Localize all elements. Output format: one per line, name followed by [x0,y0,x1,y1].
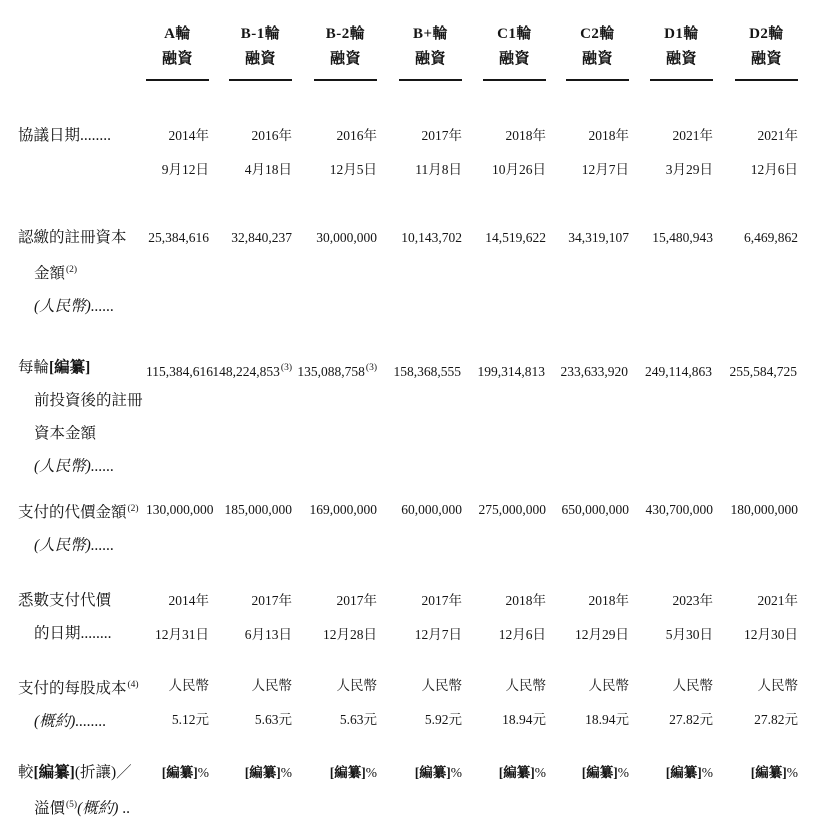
table-cell: 6,469,862 [744,230,798,245]
cell-line: 12月6日 [498,627,546,642]
column-header-c1-round [462,12,546,81]
table-cell: 60,000,000 [401,502,462,517]
cell-line: 12月29日 [575,627,629,642]
column-header-line2: 融資 [750,51,782,67]
row-label-line: (概約)........ [34,713,107,730]
row-label [18,483,146,562]
table-cell [377,652,462,738]
row-label-line: 較[編纂](折讓)／ [18,764,132,781]
redacted-tag: [編纂] [33,764,75,781]
row-label [18,738,146,825]
cell-line: 人民幣 [757,678,798,693]
table-cell [546,562,629,652]
column-header-d2-round [713,12,798,81]
cell-line: 2021年 [757,128,798,143]
cell-line: 人民幣 [505,678,546,693]
header-empty-cell [18,12,146,81]
column-header-line2: 融資 [414,51,446,67]
table-cell [209,562,292,652]
column-header-line2: 融資 [161,51,193,67]
redacted-tag: [編纂] [49,359,91,376]
table-cell [629,81,713,187]
column-header-line1: A輪 [164,26,191,42]
table-cell: [編纂]% [244,765,292,780]
row-label-line: 每輪[編纂] [18,359,91,376]
cell-line: 2014年 [168,128,209,143]
table-cell: 249,114,863 [645,364,712,379]
table-cell: 650,000,000 [561,502,629,517]
footnote-marker: (2) [66,265,78,275]
table-cell [377,562,462,652]
row-post-investment-registered-capital [18,323,798,483]
table-cell [462,652,546,738]
table-cell: [編纂]% [414,765,462,780]
table-cell: 185,000,000 [224,502,292,517]
table-cell: 430,700,000 [645,502,713,517]
cell-line: 人民幣 [251,678,292,693]
row-label-line: 悉數支付代價 [18,592,112,609]
cell-line: 27.82元 [669,712,713,727]
table-cell: 180,000,000 [730,502,798,517]
cell-line: 2017年 [251,593,292,608]
redacted-tag: [編纂] [750,765,787,780]
cell-line: 12月7日 [581,162,629,177]
row-label-line: 資本金額 [34,425,97,442]
table-cell: 199,314,813 [477,364,545,379]
column-header-line2: 融資 [244,51,276,67]
column-header-line2: 融資 [581,51,613,67]
row-cost-per-share [18,652,798,738]
cell-line: 人民幣 [672,678,713,693]
footnote-marker: (2) [127,504,139,514]
table-cell: [編纂]% [581,765,629,780]
table-cell [146,652,209,738]
table-cell [292,652,377,738]
table-cell [209,652,292,738]
table-cell: 30,000,000 [316,230,377,245]
table-cell [629,652,713,738]
row-label-line: (人民幣)...... [34,458,115,475]
redacted-tag: [編纂] [244,765,281,780]
row-label [18,323,146,483]
table-cell: [編纂]% [750,765,798,780]
table-cell: [編纂]% [665,765,713,780]
table-cell: 10,143,702 [401,230,462,245]
footnote-marker: (3) [280,363,292,373]
table-cell: 25,384,616 [148,230,209,245]
table-cell: [編纂]% [498,765,546,780]
table-cell: 15,480,943 [652,230,713,245]
row-consideration-paid [18,483,798,562]
cell-line: 2018年 [505,593,546,608]
column-header-b1-round [209,12,292,81]
table-cell [546,81,629,187]
cell-line: 2017年 [336,593,377,608]
cell-line: 5月30日 [665,627,713,642]
table-cell [146,81,209,187]
table-cell [146,562,209,652]
row-full-payment-date [18,562,798,652]
table-cell: [編纂]% [329,765,377,780]
column-header-a-round [146,12,209,81]
table-cell [377,81,462,187]
cell-line: 人民幣 [421,678,462,693]
cell-line: 10月26日 [492,162,546,177]
column-header-line1: D2輪 [749,26,784,42]
column-header-bplus-round [377,12,462,81]
cell-line: 5.92元 [424,712,462,727]
table-cell: [編纂]% [161,765,209,780]
table-cell: 158,368,555 [393,364,461,379]
row-label-line: (人民幣)...... [34,298,115,315]
cell-line: 9月12日 [161,162,209,177]
row-label-line: 認繳的註冊資本 [18,229,127,246]
table-cell [713,81,798,187]
table-cell [629,562,713,652]
column-header-line2: 融資 [498,51,530,67]
cell-line: 2021年 [672,128,713,143]
column-header-b2-round [292,12,377,81]
redacted-tag: [編纂] [161,765,198,780]
header-row [18,12,798,81]
table-cell [713,562,798,652]
row-label-line: 協議日期........ [18,127,112,144]
cell-line: 2023年 [672,593,713,608]
column-header-line1: C2輪 [580,26,615,42]
row-label [18,652,146,738]
table-cell: 275,000,000 [478,502,546,517]
cell-line: 人民幣 [168,678,209,693]
cell-line: 人民幣 [588,678,629,693]
table-cell: 169,000,000 [309,502,377,517]
cell-line: 4月18日 [244,162,292,177]
cell-line: 12月30日 [744,627,798,642]
cell-line: 2018年 [588,593,629,608]
column-header-line2: 融資 [329,51,361,67]
redacted-tag: [編纂] [498,765,535,780]
cell-line: 18.94元 [585,712,629,727]
column-header-c2-round [546,12,629,81]
cell-line: 6月13日 [244,627,292,642]
table-cell: 34,319,107 [568,230,629,245]
footnote-marker: (4) [127,680,139,690]
funding-rounds-table [18,12,798,825]
column-header-line1: B+輪 [412,26,449,42]
cell-line: 人民幣 [336,678,377,693]
table-cell: 233,633,920 [560,364,628,379]
row-subscribed-registered-capital [18,187,798,323]
table-cell [292,562,377,652]
redacted-tag: [編纂] [581,765,618,780]
cell-line: 3月29日 [665,162,713,177]
redacted-tag: [編纂] [329,765,366,780]
cell-line: 12月7日 [414,627,462,642]
table-cell: 32,840,237 [231,230,292,245]
cell-line: 2018年 [505,128,546,143]
cell-line: 11月8日 [415,162,462,177]
table-cell: 14,519,622 [485,230,546,245]
table-cell [462,562,546,652]
row-label-line: 前投資後的註冊 [34,392,143,409]
cell-line: 12月28日 [323,627,377,642]
row-label-line: 溢價$^{(5)}$(概約) .. [34,800,131,817]
table-cell: 255,584,725 [729,364,797,379]
column-header-d1-round [629,12,713,81]
table-cell [292,81,377,187]
table-cell [546,652,629,738]
cell-line: 18.94元 [502,712,546,727]
cell-line: 5.63元 [254,712,292,727]
row-label [18,187,146,323]
row-agreement-date [18,81,798,187]
cell-line: 2016年 [336,128,377,143]
cell-line: 2021年 [757,593,798,608]
row-label-line: 的日期........ [34,625,112,642]
cell-line: 2017年 [421,593,462,608]
row-label-line: 支付的每股成本$^{(4)}$ [18,680,139,697]
column-header-line2: 融資 [665,51,697,67]
cell-line: 5.63元 [339,712,377,727]
table-cell [462,81,546,187]
row-label-line: 支付的代價金額$^{(2)}$ [18,504,139,521]
cell-line: 2014年 [168,593,209,608]
column-header-line1: D1輪 [664,26,699,42]
row-label [18,562,146,652]
table-cell: 130,000,000 [146,502,214,517]
table-cell [209,81,292,187]
table-cell: 135,088,758$^{(3)}$ [297,363,377,379]
row-label-line: (人民幣)...... [34,537,115,554]
cell-line: 12月5日 [329,162,377,177]
redacted-tag: [編纂] [414,765,451,780]
column-header-line1: B-1輪 [240,26,281,42]
cell-line: 12月6日 [750,162,798,177]
cell-line: 27.82元 [754,712,798,727]
redacted-tag: [編纂] [665,765,702,780]
cell-line: 2017年 [421,128,462,143]
table-cell: 148,224,853$^{(3)}$ [212,363,292,379]
table-cell [713,652,798,738]
row-label-line: 金額$^{(2)}$ [34,265,78,282]
cell-line: 5.12元 [171,712,209,727]
row-label [18,81,146,187]
footnote-marker: (3) [365,363,377,373]
row-discount-premium [18,738,798,825]
footnote-marker: (5) [66,800,78,810]
table-cell: 115,384,616 [146,364,213,379]
column-header-line1: B-2輪 [325,26,366,42]
cell-line: 2016年 [251,128,292,143]
cell-line: 12月31日 [155,627,209,642]
cell-line: 2018年 [588,128,629,143]
column-header-line1: C1輪 [497,26,532,42]
